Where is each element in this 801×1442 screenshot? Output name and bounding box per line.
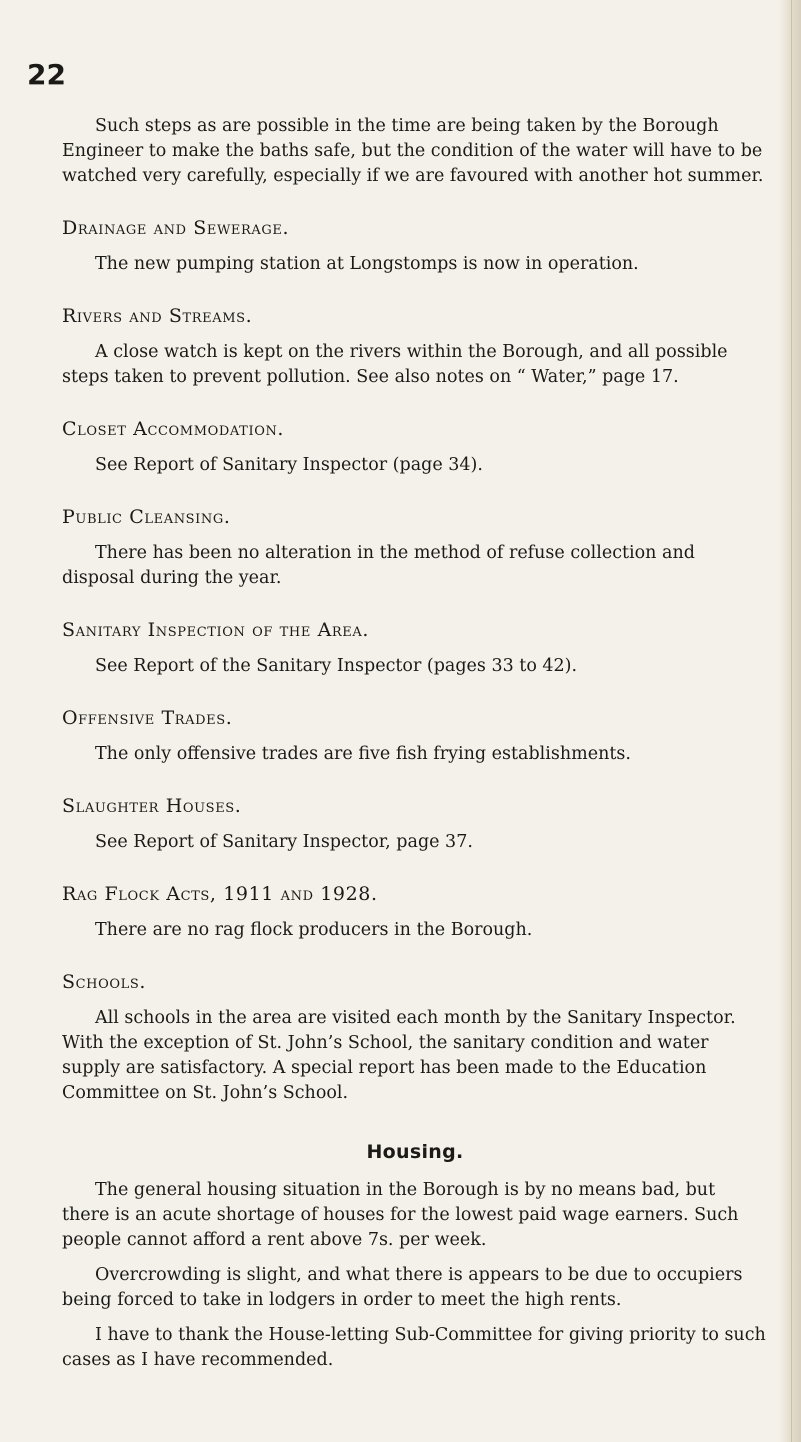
housing-paragraph: Overcrowding is slight, and what there is appears to be due to occupiers being forced to take in lodgers in order to meet the high rents. [62,1265,743,1310]
section-heading: Offensive Trades. [62,707,233,729]
section-text: See Report of the Sanitary Inspector (pages 33 to 42). [95,656,578,676]
section-text: All schools in the area are visited each month by the Sanitary Inspector. With the exception of St. John’s School, the sanitary condition and water supply are satisfactory. A special report has been made to the Education Committee on St. John’s School. [62,1008,736,1103]
section-schools [62,970,768,1106]
section-rag-flock-acts [62,882,768,943]
section-text: There has been no alteration in the method of refuse collection and disposal during the year. [62,543,695,588]
section-drainage [62,216,768,277]
housing-paragraph: I have to thank the House-letting Sub-Committee for giving priority to such cases as I have recommended. [62,1325,766,1370]
section-heading: Rivers and Streams. [62,305,253,327]
section-heading: Drainage and Sewerage. [62,217,290,239]
section-heading: Slaughter Houses. [62,795,242,817]
housing-title: Housing. [366,1141,464,1163]
section-text: See Report of Sanitary Inspector (page 34). [95,455,483,475]
report-body [62,114,768,1373]
section-heading: Sanitary Inspection of the Area. [62,619,370,641]
page-number: 22 [27,58,66,91]
section-rivers [62,304,768,390]
section-heading: Closet Accommodation. [62,418,285,440]
section-text: There are no rag flock producers in the Borough. [95,920,533,940]
section-housing [62,1140,768,1373]
section-text: See Report of Sanitary Inspector, page 37. [95,832,473,852]
section-public-cleansing [62,505,768,591]
housing-paragraph: The general housing situation in the Borough is by no means bad, but there is an acute shortage of houses for the lowest paid wage earners. Such people cannot afford a rent above 7s. per week. [62,1180,739,1250]
page-binding-edge [779,0,801,1442]
section-text: The only offensive trades are five fish frying establishments. [95,744,631,764]
section-heading: Schools. [62,971,146,993]
section-offensive-trades [62,706,768,767]
intro-paragraph: Such steps as are possible in the time are being taken by the Borough Engineer to make the baths safe, but the condition of the water will have to be watched very carefully, especially if we are favoured with another hot summer. [62,116,764,186]
section-slaughter-houses [62,794,768,855]
section-text: A close watch is kept on the rivers within the Borough, and all possible steps taken to prevent pollution. See also notes on “ Water,” page 17. [62,342,728,387]
section-closet-accommodation [62,417,768,478]
section-heading: Rag Flock Acts, 1911 and 1928. [62,883,378,905]
section-text: The new pumping station at Longstomps is now in operation. [95,254,639,274]
page-binding-line [791,0,792,1442]
section-sanitary-inspection [62,618,768,679]
section-heading: Public Cleansing. [62,506,231,528]
